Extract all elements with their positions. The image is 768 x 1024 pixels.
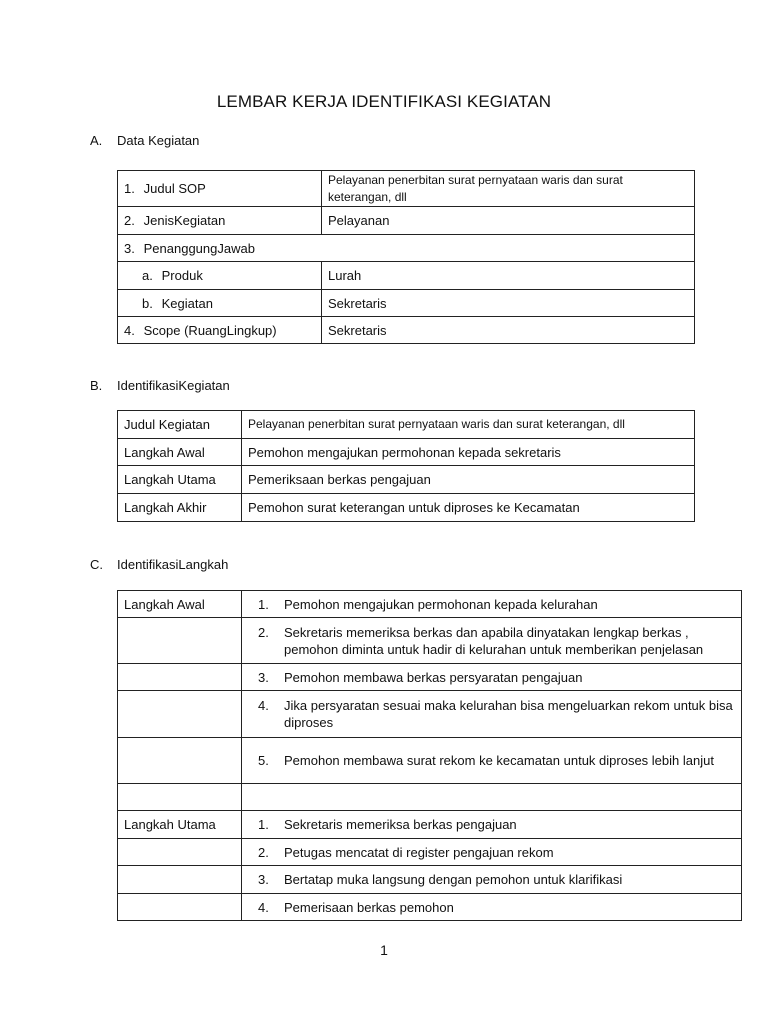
table-row — [118, 839, 742, 866]
table-row — [118, 894, 742, 921]
step-text: Jika persyaratan sesuai maka kelurahan bisa mengeluarkan rekom untuk bisa diproses — [284, 698, 733, 730]
row-number: 3. — [124, 240, 135, 256]
row-value: Pemohon mengajukan permohonan kepada sekretaris — [242, 439, 695, 466]
step-cell — [242, 894, 742, 921]
section-c-heading — [90, 557, 228, 572]
step-number: 1. — [258, 817, 269, 832]
table-row — [118, 207, 695, 235]
section-title: Data Kegiatan — [117, 133, 200, 148]
row-value: Pemeriksaan berkas pengajuan — [242, 466, 695, 494]
row-value: Sekretaris — [322, 290, 695, 317]
table-row — [118, 262, 695, 290]
row-label — [118, 839, 242, 866]
data-kegiatan-table — [117, 170, 695, 344]
row-label-text: Scope (RuangLingkup) — [143, 322, 277, 338]
row-value: Pelayanan penerbitan surat pernyataan waris dan surat keterangan, dll — [242, 411, 695, 439]
step-number: 4. — [258, 698, 269, 713]
section-title: IdentifikasiLangkah — [117, 557, 229, 572]
row-label — [118, 784, 242, 811]
row-label — [118, 691, 242, 738]
section-letter: C. — [90, 557, 103, 572]
row-value: Lurah — [322, 262, 695, 290]
table-row — [118, 466, 695, 494]
step-cell — [242, 839, 742, 866]
step-number: 1. — [258, 596, 269, 612]
row-label — [118, 894, 242, 921]
section-title: IdentifikasiKegiatan — [117, 378, 230, 393]
step-text: Pemohon membawa surat rekom ke kecamatan untuk diproses lebih lanjut — [284, 753, 714, 768]
step-cell — [242, 866, 742, 894]
row-label: Langkah Awal — [118, 439, 242, 466]
step-text: Sekretaris memeriksa berkas pengajuan — [284, 817, 517, 832]
row-label — [118, 171, 322, 207]
table-row — [118, 235, 695, 262]
section-letter: A. — [90, 133, 103, 148]
row-number: 1. — [124, 181, 135, 196]
row-label: Judul Kegiatan — [118, 411, 242, 439]
step-number: 2. — [258, 624, 269, 640]
step-text: Bertatap muka langsung dengan pemohon untuk klarifikasi — [284, 872, 623, 887]
row-value: Pemohon surat keterangan untuk diproses ke Kecamatan — [242, 494, 695, 522]
identifikasi-langkah-table — [117, 590, 742, 921]
row-value: Sekretaris — [322, 317, 695, 344]
step-number: 2. — [258, 844, 269, 860]
step-cell — [242, 691, 742, 738]
table-row — [118, 411, 695, 439]
table-row — [118, 290, 695, 317]
row-label — [118, 866, 242, 894]
row-label: Langkah Utama — [118, 811, 242, 839]
step-text: Pemohon membawa berkas persyaratan pengajuan — [284, 669, 583, 685]
step-cell — [242, 591, 742, 618]
row-label — [118, 290, 322, 317]
row-number: 2. — [124, 213, 135, 228]
row-label-text: Judul SOP — [143, 181, 206, 196]
row-label — [118, 317, 322, 344]
step-number: 3. — [258, 669, 269, 685]
section-a-heading — [90, 133, 199, 148]
row-label-text: PenanggungJawab — [143, 240, 255, 256]
row-label-text: JenisKegiatan — [143, 213, 226, 228]
table-row — [118, 591, 742, 618]
page-title: LEMBAR KERJA IDENTIFIKASI KEGIATAN — [216, 92, 552, 111]
row-label — [118, 235, 695, 262]
section-letter: B. — [90, 378, 103, 393]
row-number: 4. — [124, 322, 135, 338]
page-number: 1 — [380, 942, 388, 958]
row-label: Langkah Akhir — [118, 494, 242, 522]
row-number: b. — [142, 295, 153, 311]
step-text: Pemerisaan berkas pemohon — [284, 899, 454, 915]
row-label — [118, 618, 242, 664]
table-row — [118, 811, 742, 839]
step-text: Petugas mencatat di register pengajuan rekom — [284, 844, 554, 860]
table-row — [118, 664, 742, 691]
table-row — [118, 691, 742, 738]
table-row — [118, 866, 742, 894]
step-cell — [242, 784, 742, 811]
step-text: Sekretaris memeriksa berkas dan apabila dinyatakan lengkap berkas , pemohon diminta untuk hadir di kelurahan untuk memberikan penjelasan — [284, 624, 704, 657]
step-cell — [242, 811, 742, 839]
table-row — [118, 618, 742, 664]
step-cell — [242, 738, 742, 784]
section-b-heading — [90, 378, 230, 393]
step-cell — [242, 618, 742, 664]
row-value: Pelayanan — [322, 207, 695, 235]
row-label: Langkah Utama — [118, 466, 242, 494]
step-cell — [242, 664, 742, 691]
row-label-text: Kegiatan — [161, 295, 213, 311]
table-row — [118, 439, 695, 466]
row-label — [118, 664, 242, 691]
row-value: Pelayanan penerbitan surat pernyataan waris dan surat keterangan, dll — [322, 171, 695, 207]
row-label-text: Produk — [161, 268, 203, 283]
step-text: Pemohon mengajukan permohonan kepada kelurahan — [284, 596, 598, 612]
row-label: Langkah Awal — [118, 591, 242, 618]
table-row — [118, 494, 695, 522]
step-number: 3. — [258, 872, 269, 887]
table-row — [118, 784, 742, 811]
step-number: 5. — [258, 753, 269, 768]
step-number: 4. — [258, 899, 269, 915]
table-row — [118, 171, 695, 207]
identifikasi-kegiatan-table — [117, 410, 695, 522]
row-number: a. — [142, 268, 153, 283]
row-label — [118, 262, 322, 290]
table-row — [118, 317, 695, 344]
table-row — [118, 738, 742, 784]
row-label — [118, 207, 322, 235]
row-label — [118, 738, 242, 784]
